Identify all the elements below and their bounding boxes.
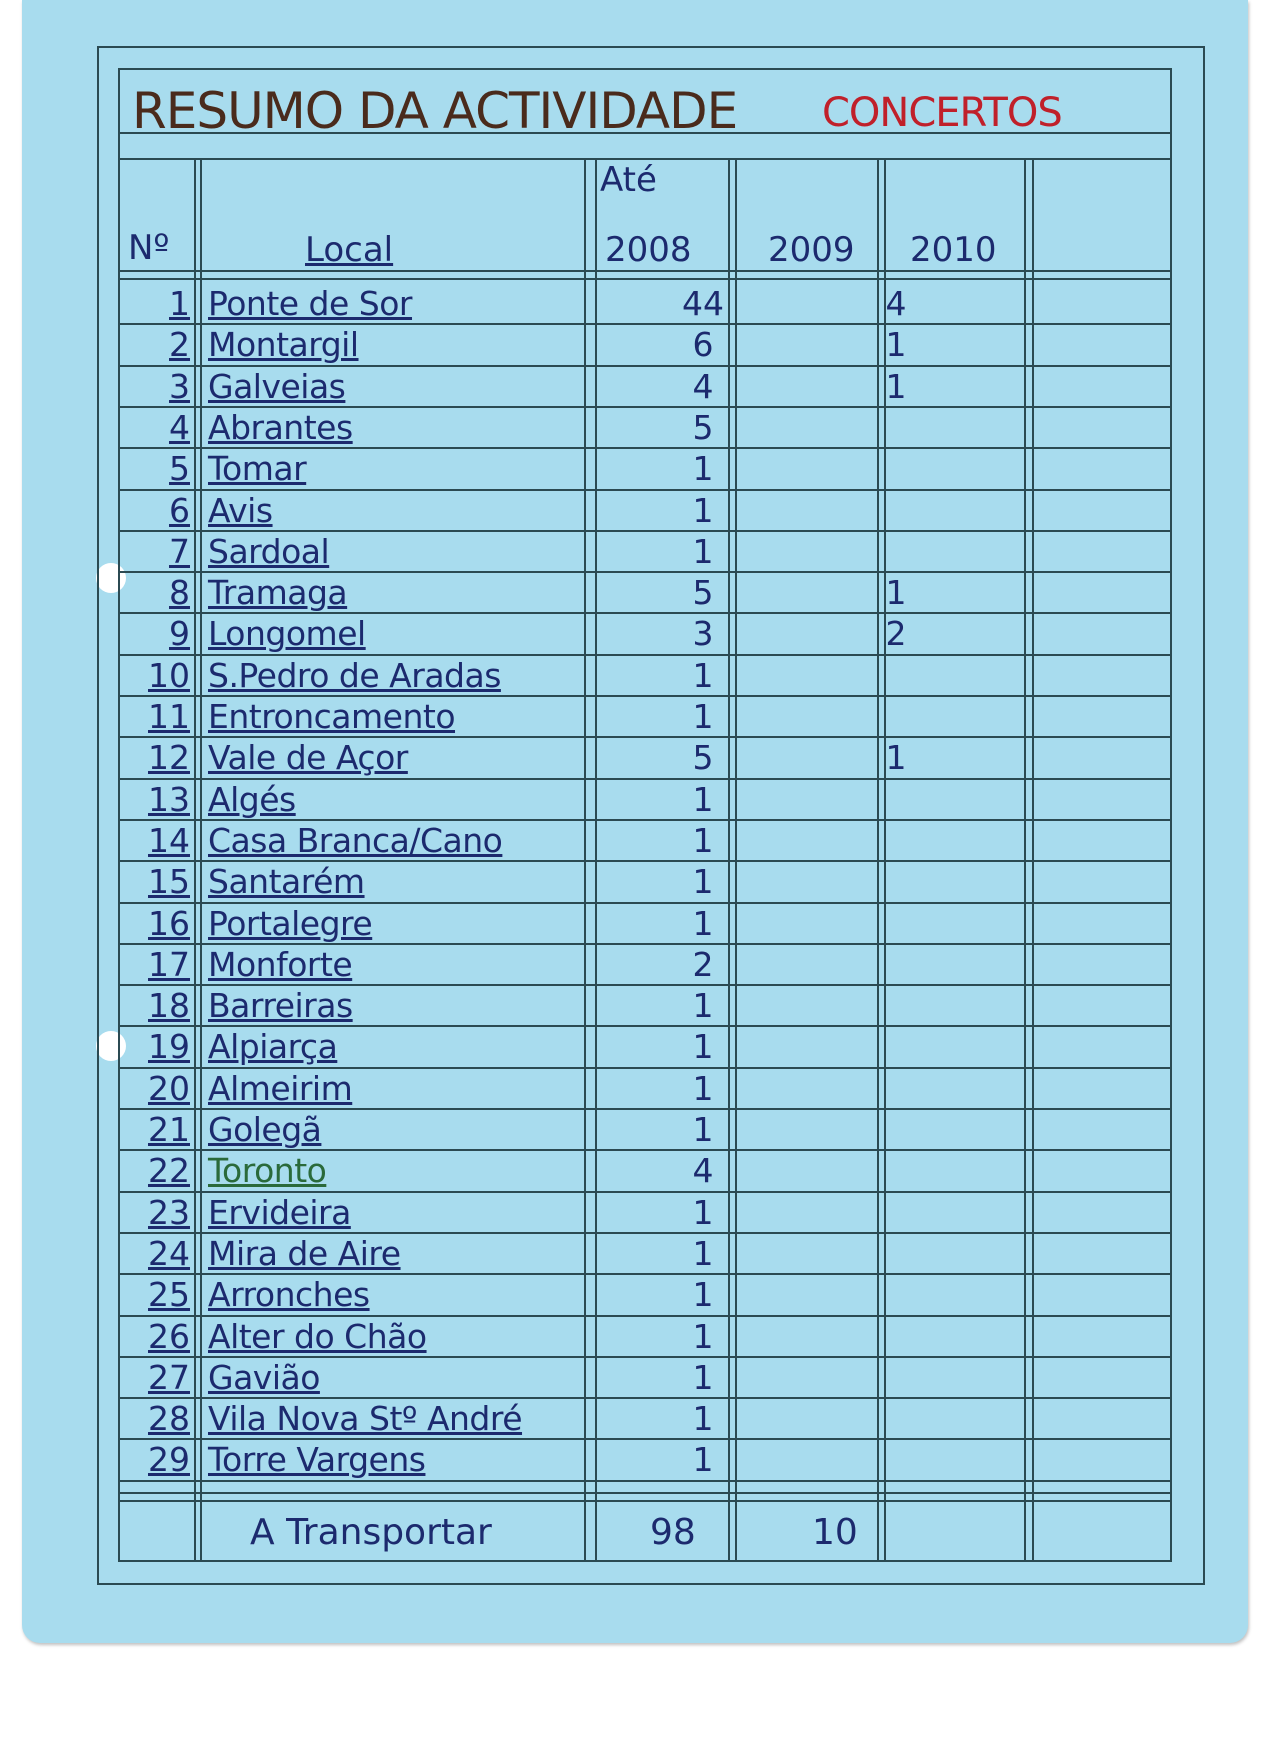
row-count-2008: 1 bbox=[692, 1357, 714, 1397]
row-location: Montargil bbox=[208, 325, 359, 365]
row-number: 19 bbox=[148, 1027, 190, 1067]
row-number: 16 bbox=[148, 903, 190, 943]
row-count-2008: 1 bbox=[692, 1027, 714, 1067]
table-row bbox=[118, 572, 1172, 613]
row-number: 9 bbox=[169, 614, 190, 654]
row-count-2008: 1 bbox=[692, 1316, 714, 1356]
row-location: Barreiras bbox=[208, 986, 353, 1026]
row-number: 15 bbox=[148, 862, 190, 902]
row-count-2008: 4 bbox=[692, 366, 714, 406]
row-number: 18 bbox=[148, 986, 190, 1026]
row-count-2008: 1 bbox=[692, 820, 714, 860]
row-number: 29 bbox=[148, 1440, 190, 1480]
total-top-rule bbox=[120, 1500, 1172, 1502]
row-number: 22 bbox=[148, 1151, 190, 1191]
row-count-2009: 2 bbox=[885, 614, 907, 654]
total-label: A Transportar bbox=[250, 1512, 492, 1553]
row-count-2008: 2 bbox=[692, 944, 714, 984]
row-number: 24 bbox=[148, 1233, 190, 1273]
row-number: 28 bbox=[148, 1399, 190, 1439]
table-row bbox=[118, 903, 1172, 944]
page-subtitle: CONCERTOS bbox=[822, 90, 1062, 136]
row-number: 8 bbox=[169, 573, 190, 613]
total-top-rule bbox=[120, 1492, 1172, 1494]
row-location: Tomar bbox=[208, 449, 307, 489]
table-row bbox=[118, 1439, 1172, 1480]
table-row bbox=[118, 861, 1172, 902]
table-row bbox=[118, 1150, 1172, 1191]
table-row bbox=[118, 407, 1172, 448]
row-location: Casa Branca/Cano bbox=[208, 820, 503, 860]
row-count-2008: 1 bbox=[692, 531, 714, 571]
row-location: Alter do Chão bbox=[208, 1316, 427, 1356]
row-number: 20 bbox=[148, 1068, 190, 1108]
row-location: Sardoal bbox=[208, 531, 330, 571]
table-row bbox=[118, 324, 1172, 365]
header-bottom-rule bbox=[120, 278, 1172, 280]
row-number: 13 bbox=[148, 779, 190, 819]
row-location: Gavião bbox=[208, 1357, 320, 1397]
row-count-2009: 1 bbox=[885, 325, 907, 365]
row-number: 7 bbox=[169, 531, 190, 571]
row-count-2008: 1 bbox=[692, 655, 714, 695]
row-number: 5 bbox=[169, 449, 190, 489]
row-count-2008: 1 bbox=[692, 986, 714, 1026]
row-location: Avis bbox=[208, 490, 273, 530]
row-number: 25 bbox=[148, 1275, 190, 1315]
table-row bbox=[118, 531, 1172, 572]
table-row bbox=[118, 366, 1172, 407]
table-row bbox=[118, 613, 1172, 654]
row-location: Almeirim bbox=[208, 1068, 353, 1108]
page-title: RESUMO DA ACTIVIDADE bbox=[132, 82, 738, 140]
row-location: Tramaga bbox=[208, 573, 348, 613]
row-number: 17 bbox=[148, 944, 190, 984]
table-row bbox=[118, 1398, 1172, 1439]
row-location: Vila Nova Stº André bbox=[208, 1399, 523, 1439]
row-count-2009: 1 bbox=[885, 573, 907, 613]
table-row bbox=[118, 696, 1172, 737]
row-location: Entroncamento bbox=[208, 697, 456, 736]
table-row bbox=[118, 820, 1172, 861]
total-2008: 98 bbox=[650, 1512, 696, 1553]
row-count-2008: 1 bbox=[692, 1068, 714, 1108]
row-number: 26 bbox=[148, 1316, 190, 1356]
table-row bbox=[118, 1109, 1172, 1150]
row-number: 12 bbox=[148, 738, 190, 778]
row-location: Ervideira bbox=[208, 1192, 351, 1232]
title-divider bbox=[120, 132, 1170, 134]
row-number: 10 bbox=[148, 655, 190, 695]
table-row bbox=[118, 737, 1172, 778]
total-2009: 10 bbox=[812, 1512, 858, 1553]
column-header-until: Até bbox=[600, 160, 657, 200]
row-location: Vale de Açor bbox=[208, 738, 408, 778]
row-count-2008: 1 bbox=[692, 903, 714, 943]
row-count-2008: 1 bbox=[692, 862, 714, 902]
row-location: Ponte de Sor bbox=[208, 284, 413, 323]
table-row bbox=[118, 985, 1172, 1026]
row-count-2008: 3 bbox=[692, 614, 714, 654]
row-number: 27 bbox=[148, 1357, 190, 1397]
row-count-2008: 5 bbox=[692, 407, 714, 447]
row-count-2008: 1 bbox=[692, 1275, 714, 1315]
row-count-2008: 5 bbox=[692, 573, 714, 613]
row-count-2008: 1 bbox=[692, 779, 714, 819]
table-row bbox=[118, 1026, 1172, 1067]
row-number: 14 bbox=[148, 820, 190, 860]
row-count-2008: 1 bbox=[692, 1440, 714, 1480]
row-location: Galveias bbox=[208, 366, 346, 406]
row-count-2009: 1 bbox=[885, 366, 907, 406]
table-row bbox=[118, 490, 1172, 531]
row-location: Longomel bbox=[208, 614, 366, 654]
table-row bbox=[118, 1068, 1172, 1109]
table-row bbox=[118, 448, 1172, 489]
column-header-2008: 2008 bbox=[605, 230, 692, 270]
row-count-2008: 1 bbox=[692, 1110, 714, 1149]
row-count-2008: 5 bbox=[692, 738, 714, 778]
row-location: Abrantes bbox=[208, 407, 353, 447]
row-count-2008: 1 bbox=[692, 1233, 714, 1273]
row-count-2008: 1 bbox=[692, 490, 714, 530]
table-row bbox=[118, 944, 1172, 985]
header-bottom-rule bbox=[120, 270, 1172, 272]
table-row bbox=[118, 1233, 1172, 1274]
row-count-2008: 1 bbox=[692, 697, 714, 736]
row-location: Arronches bbox=[208, 1275, 370, 1315]
table-row bbox=[118, 1316, 1172, 1357]
table-row bbox=[118, 283, 1172, 324]
row-count-2008: 1 bbox=[692, 1399, 714, 1439]
table-row bbox=[118, 1192, 1172, 1233]
column-header-2010: 2010 bbox=[910, 230, 997, 270]
row-location: Alpiarça bbox=[208, 1027, 338, 1067]
table-row bbox=[118, 1274, 1172, 1315]
row-count-2008: 4 bbox=[692, 1151, 714, 1191]
row-location: Portalegre bbox=[208, 903, 373, 943]
column-header-number: Nº bbox=[128, 228, 170, 268]
row-number: 4 bbox=[169, 407, 190, 447]
row-count-2008: 44 bbox=[682, 284, 724, 323]
row-count-2008: 6 bbox=[692, 325, 714, 365]
row-location: Monforte bbox=[208, 944, 353, 984]
row-rule bbox=[120, 1480, 1172, 1482]
row-location: S.Pedro de Aradas bbox=[208, 655, 501, 695]
row-number: 2 bbox=[169, 325, 190, 365]
row-number: 1 bbox=[169, 284, 190, 323]
table-row bbox=[118, 655, 1172, 696]
row-location: Torre Vargens bbox=[208, 1440, 426, 1480]
row-location: Golegã bbox=[208, 1110, 322, 1149]
row-number: 3 bbox=[169, 366, 190, 406]
row-count-2008: 1 bbox=[692, 449, 714, 489]
table-row bbox=[118, 1357, 1172, 1398]
row-number: 11 bbox=[148, 697, 190, 736]
row-count-2009: 4 bbox=[885, 284, 907, 323]
column-header-local: Local bbox=[305, 230, 394, 270]
row-number: 6 bbox=[169, 490, 190, 530]
row-location: Toronto bbox=[208, 1151, 327, 1191]
row-number: 21 bbox=[148, 1110, 190, 1149]
row-count-2008: 1 bbox=[692, 1192, 714, 1232]
row-number: 23 bbox=[148, 1192, 190, 1232]
row-location: Santarém bbox=[208, 862, 365, 902]
row-location: Algés bbox=[208, 779, 296, 819]
row-count-2009: 1 bbox=[885, 738, 907, 778]
column-header-2009: 2009 bbox=[768, 230, 855, 270]
table-row bbox=[118, 779, 1172, 820]
row-location: Mira de Aire bbox=[208, 1233, 401, 1273]
